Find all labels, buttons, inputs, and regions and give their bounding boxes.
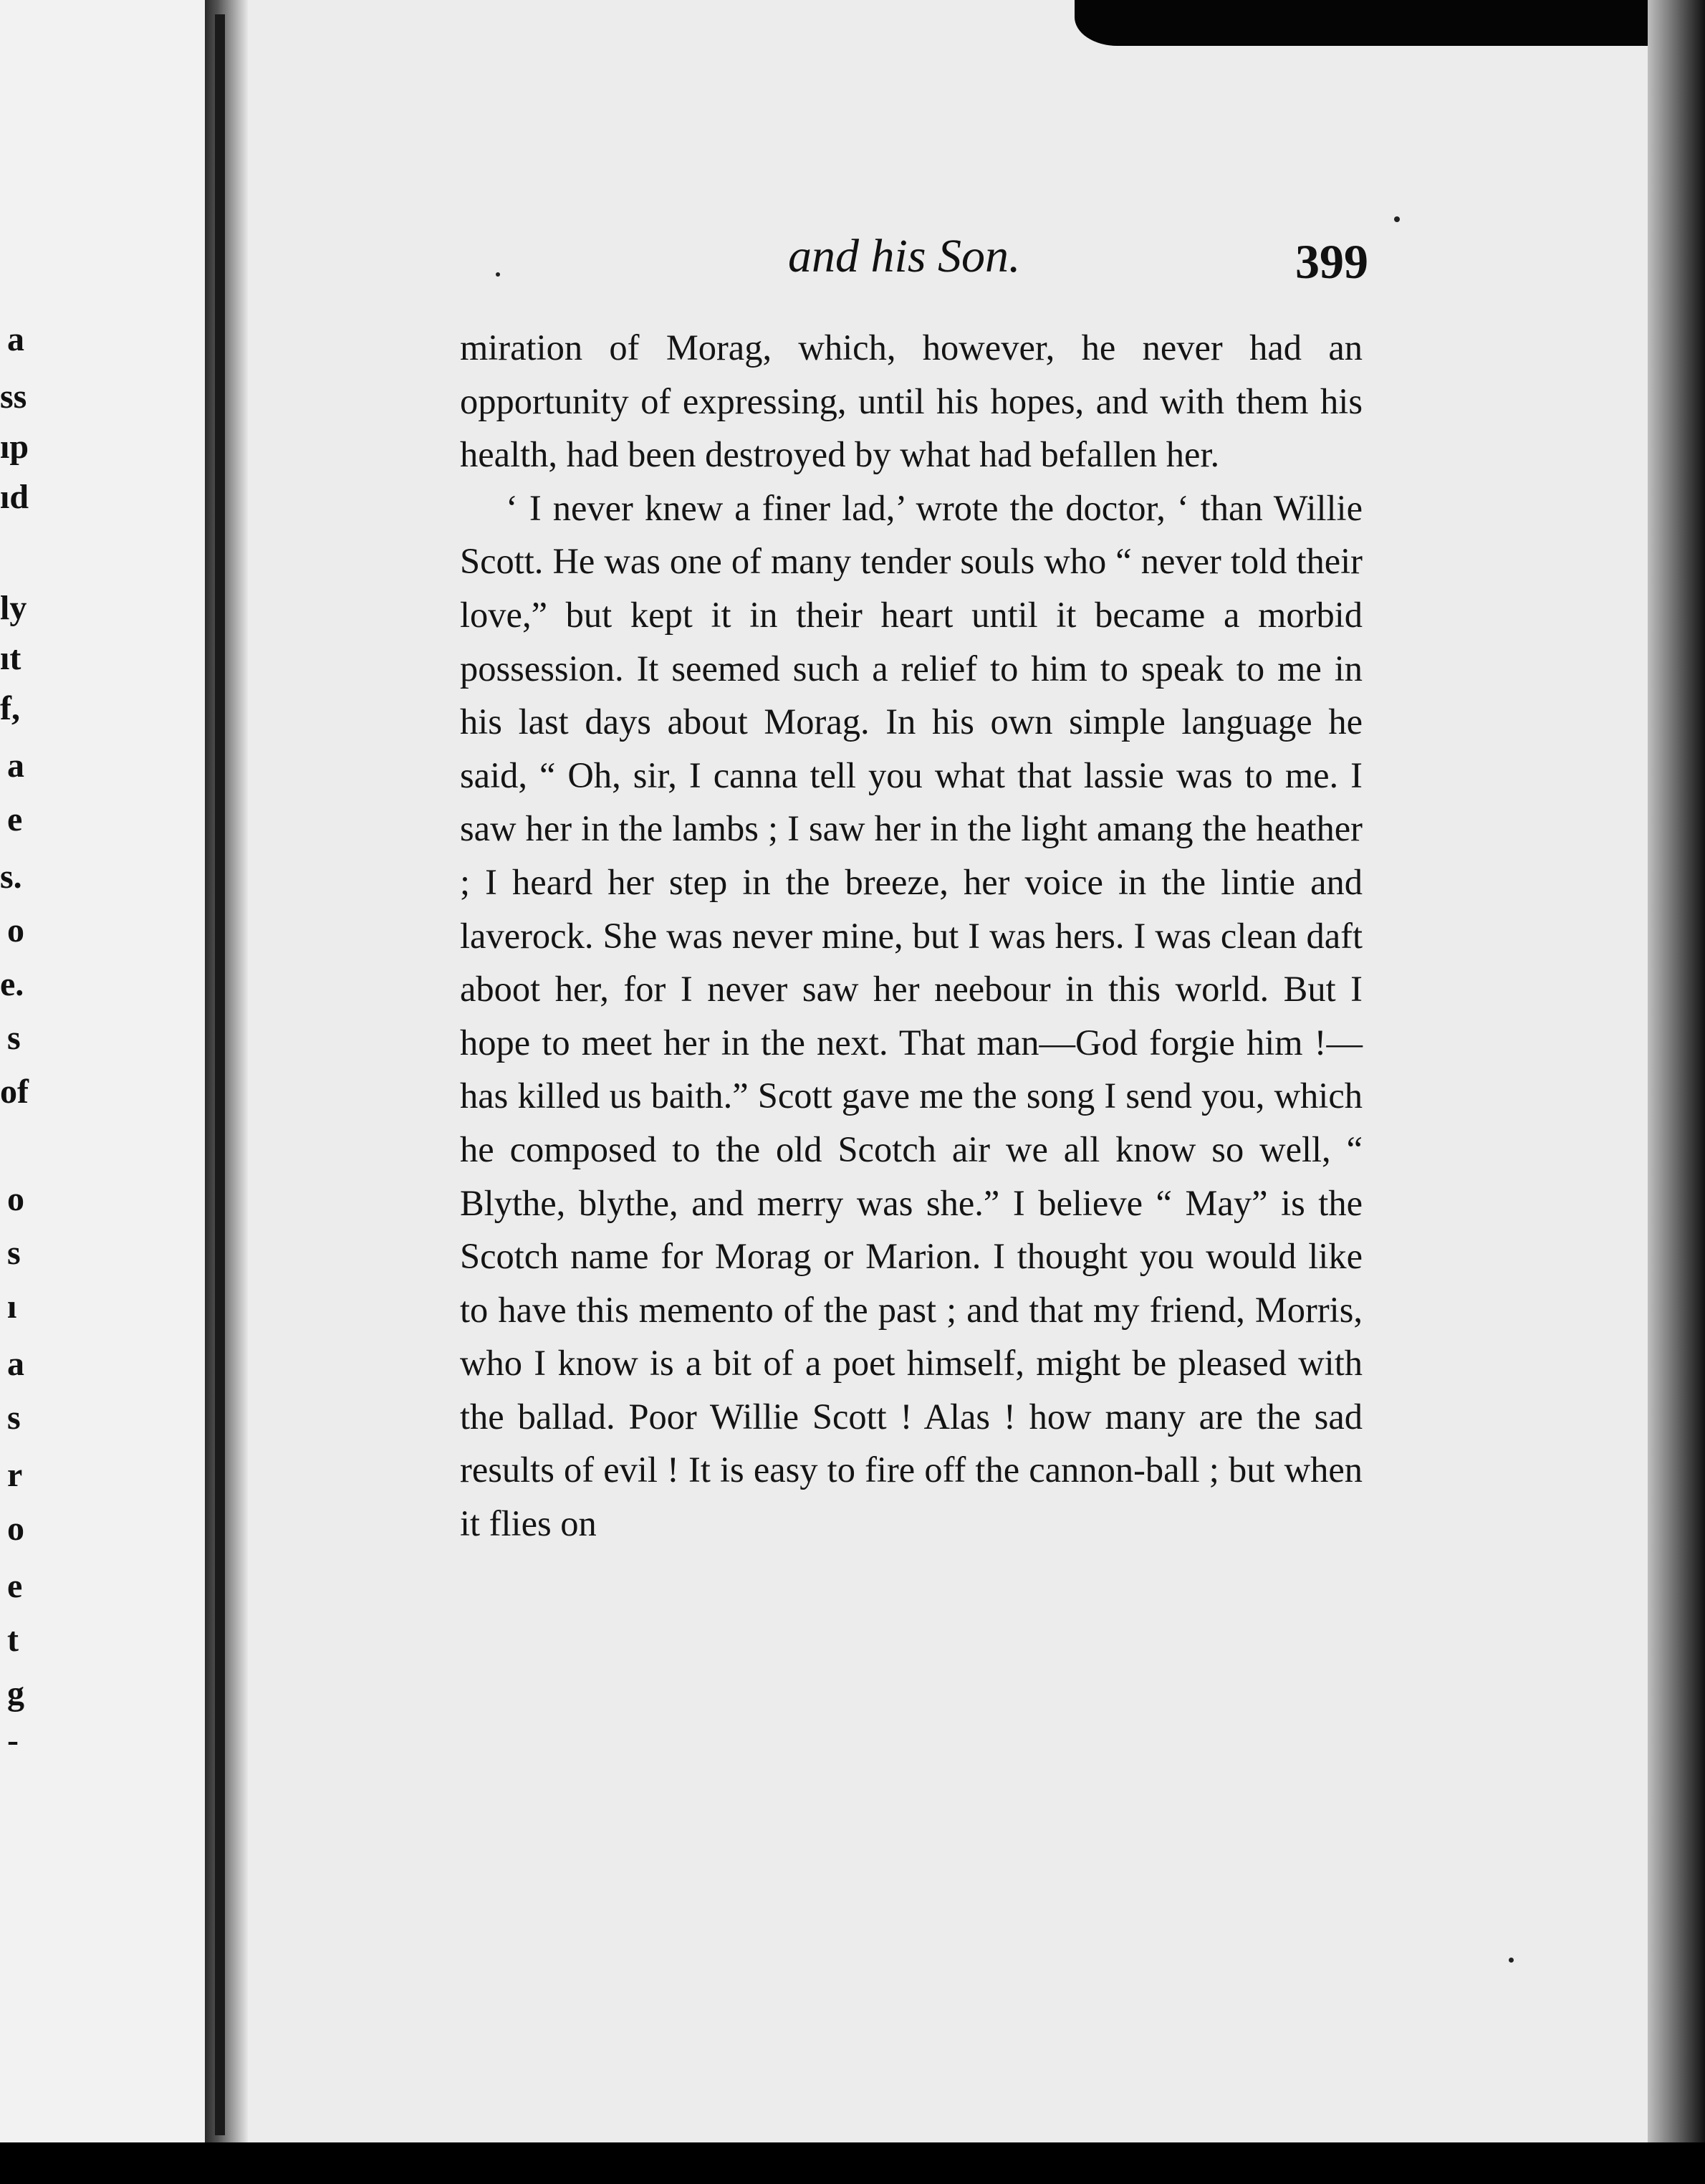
running-head: and his Son.	[788, 230, 1021, 282]
torn-page-corner	[1075, 0, 1662, 46]
facing-page-letter: ıd	[0, 478, 29, 516]
facing-page-letter: a	[7, 747, 24, 785]
facing-page-letter: a	[7, 320, 24, 358]
facing-page-letter: s	[7, 1234, 21, 1272]
facing-page-letter: ı	[7, 1288, 17, 1326]
binding-shadow	[215, 14, 225, 2135]
ink-speck	[1394, 216, 1400, 222]
facing-page-letter: a	[7, 1345, 24, 1383]
facing-page-letter: e.	[0, 965, 24, 1003]
book-gutter	[205, 0, 248, 2150]
facing-page-letter: ss	[0, 378, 27, 416]
facing-page-letter: s	[7, 1019, 21, 1057]
page-bottom-edge	[0, 2142, 1705, 2184]
page-number: 399	[1295, 234, 1368, 289]
facing-page-letter: e	[7, 1567, 23, 1605]
facing-page-edge-text	[0, 0, 64, 2150]
ink-speck	[1509, 1958, 1514, 1963]
facing-page-letter: o	[7, 1510, 24, 1548]
facing-page-letter: ıt	[0, 639, 21, 677]
page-right-edge	[1648, 0, 1705, 2184]
paragraph-continued: miration of Morag, which, however, he never had an opportunity of expressing, until his hopes, and with them his health, had been destroyed by what had befallen her.	[460, 327, 1363, 475]
ink-speck	[496, 272, 500, 277]
facing-page-letter: -	[7, 1721, 19, 1759]
facing-page-letter: ıp	[0, 428, 29, 466]
facing-page-letter: o	[7, 1180, 24, 1218]
facing-page-letter: f,	[0, 689, 20, 727]
facing-page-letter: o	[7, 911, 24, 949]
facing-page-letter: r	[7, 1456, 23, 1494]
facing-page-letter: e	[7, 800, 23, 838]
facing-page-letter: g	[7, 1675, 24, 1713]
facing-page-letter: s	[7, 1399, 21, 1437]
facing-page-letter: of	[0, 1073, 29, 1111]
paragraph-letter: ‘ I never knew a finer lad,’ wrote the doctor, ‘ than Willie Scott. He was one of many tender souls who “ never told their love,” but kept it in their heart until it became a morbid possession. It seemed such a relief to him to speak to me in his last days about Morag. In his own simple language he said, “ Oh, sir, I canna tell you what that lassie was to me. I saw her in the lambs ; I saw her in the light amang the heather ; I heard her step in the breeze, her voice in the lintie and laverock. She was never mine, but I was hers. I was clean daft aboot her, for I never saw her neebour in this world. But I hope to meet her in the next. That man—God forgie him !—has killed us baith.” Scott gave me the song I send you, which he composed to the old Scotch air we all know so well, “ Blythe, blythe, and merry was she.” I believe “ May” is the Scotch name for Morag or Marion. I thought you would like to have this memento of the past ; and that my friend, Morris, who I know is a bit of a poet himself, might be pleased with the ballad. Poor Willie Scott ! Alas ! how many are the sad results of evil ! It is easy to fire off the cannon-ball ; but when it flies on	[460, 487, 1363, 1544]
facing-page-letter: s.	[0, 858, 22, 896]
facing-page-letter: t	[7, 1621, 19, 1659]
page-body	[460, 321, 1363, 1551]
facing-page-letter: ly	[0, 589, 27, 627]
facing-page-left	[0, 0, 215, 2150]
page-header	[458, 229, 1368, 301]
